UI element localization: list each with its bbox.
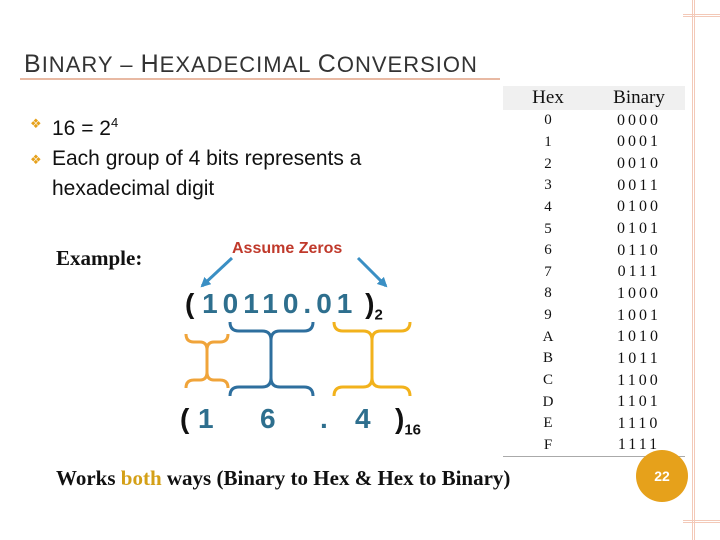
binary-cell: 1111 (593, 435, 685, 457)
hex-cell: 0 (544, 112, 552, 129)
hex-cell: E (543, 415, 553, 432)
binary-cell: 0011 (617, 176, 661, 194)
hex-cell: A (542, 328, 554, 345)
hex-cell: F (503, 435, 593, 457)
hex-cell: 1 (544, 133, 552, 150)
bullet-text: Each group of 4 bits represents a hexadecimal digit (52, 147, 362, 200)
hex-cell: D (542, 393, 554, 410)
binary-cell: 1100 (617, 371, 661, 389)
hex-cell: 6 (544, 242, 552, 259)
page-number-badge: 22 (636, 450, 688, 502)
binary-digits: 10110.01 (202, 288, 358, 319)
hex-digit: 6 (260, 403, 276, 434)
binary-cell: 0100 (617, 198, 661, 216)
hex-cell: 5 (544, 220, 552, 237)
binary-cell: 0000 (617, 111, 661, 129)
hex-cell: 2 (544, 155, 552, 172)
binary-cell: 1110 (617, 414, 661, 432)
hex-cell: 4 (544, 198, 552, 215)
table-row (503, 305, 685, 327)
table-row (503, 348, 685, 370)
assume-zeros-label: Assume Zeros (232, 240, 343, 257)
table-row (503, 153, 685, 175)
binary-cell: 1010 (617, 328, 661, 346)
binary-cell: 0101 (617, 220, 661, 238)
table-row (503, 326, 685, 348)
hex-cell: 3 (544, 177, 552, 194)
base-subscript: 2 (374, 306, 383, 324)
binary-cell: 1011 (617, 349, 661, 367)
binary-cell: 0010 (617, 155, 661, 173)
column-header-hex: Hex (503, 86, 593, 110)
binary-cell: 1101 (617, 393, 661, 411)
table-row (503, 175, 685, 197)
hex-cell: B (542, 350, 553, 367)
brace-blue-middle (230, 322, 313, 396)
table-row (503, 197, 685, 219)
brace-orange-left (186, 334, 228, 388)
right-arrow-icon (358, 258, 386, 286)
hex-cell: 7 (544, 263, 552, 280)
hex-cell: C (542, 372, 553, 388)
table-row (503, 391, 685, 413)
table-row (503, 132, 685, 154)
hex-digit: 1 (198, 403, 214, 434)
bullet-icon: ❖ (30, 116, 42, 131)
table-row (503, 240, 685, 262)
left-arrow-icon (202, 258, 232, 286)
table-row (503, 218, 685, 240)
hex-point: . (320, 403, 328, 434)
binary-expression (185, 288, 383, 324)
binary-cell: 0001 (617, 133, 661, 151)
table-header-row (503, 86, 685, 110)
binary-cell: 1001 (617, 306, 661, 324)
column-header-binary: Binary (593, 86, 685, 110)
hex-cell: 9 (544, 307, 552, 324)
bullet-text: $16 = 2^4$ (52, 115, 119, 140)
hex-digit: 4 (355, 403, 371, 434)
table-row (503, 413, 685, 435)
table-row (503, 110, 685, 132)
binary-cell: 0110 (617, 241, 661, 259)
binary-cell: 1000 (617, 284, 661, 302)
binary-cell: 0111 (617, 263, 661, 281)
open-paren: ( (180, 403, 190, 434)
example-label: Example: (56, 246, 143, 270)
hex-binary-table (503, 86, 685, 457)
works-both-ways-text: Works both ways (Binary to Hex & Hex to Binary) (56, 466, 511, 490)
table-row (503, 283, 685, 305)
open-paren: ( (185, 288, 203, 319)
close-paren: ) (357, 288, 375, 319)
brace-yellow-right (334, 322, 410, 396)
hex-cell: 8 (544, 285, 552, 302)
table-row (503, 261, 685, 283)
table-row (503, 370, 685, 392)
bullet-icon: ❖ (30, 152, 42, 167)
close-paren-with-base: )$_{16}$ (395, 403, 422, 439)
slide-title: BINARY – HEXADECIMAL CONVERSION (24, 50, 478, 78)
